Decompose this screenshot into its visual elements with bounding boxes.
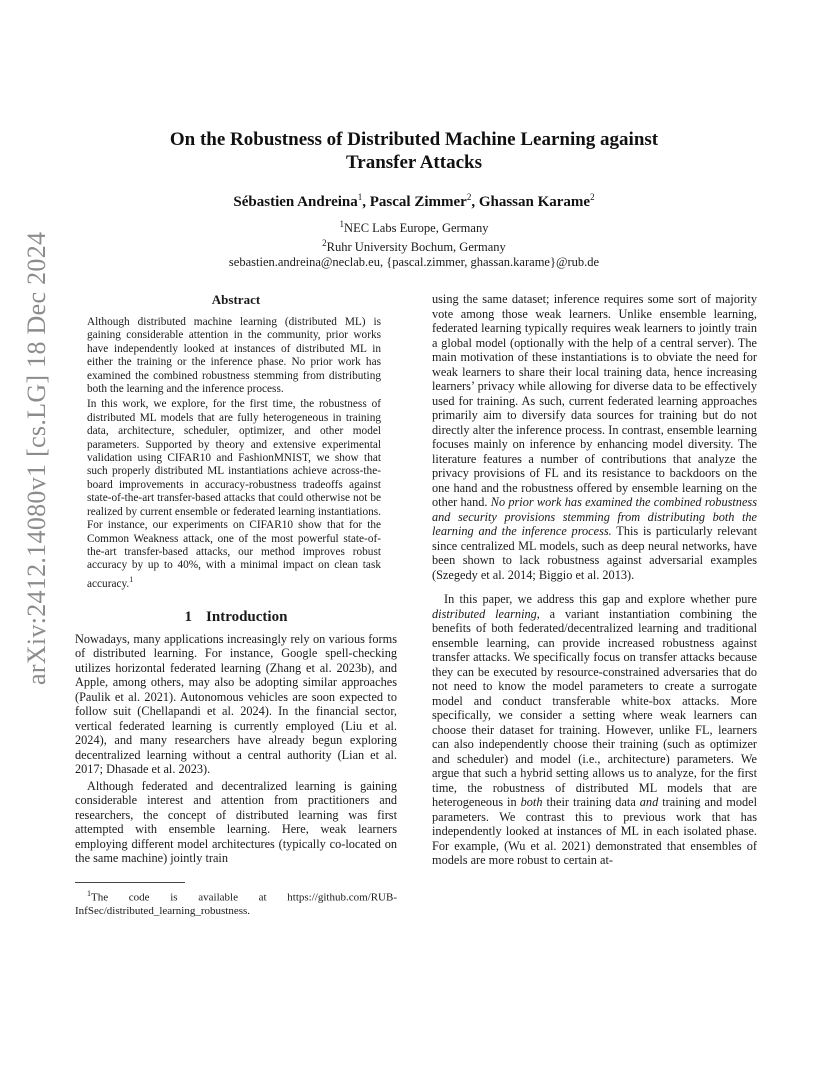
abstract-body (87, 316, 381, 591)
footnote-divider (75, 882, 185, 883)
footnote: $^1$The code is available at https://github.com/RUB-InfSec/distributed_learning_robustness. (75, 888, 397, 917)
author-list: Sébastien Andreina$^1$, Pascal Zimmer$^2$, Ghassan Karame$^2$ (233, 192, 595, 210)
author-affiliation-mark: 2 (590, 192, 595, 202)
affiliation: $^1$NEC Labs Europe, Germany (339, 219, 489, 236)
abstract-heading: Abstract (211, 292, 261, 307)
introduction-body (75, 632, 397, 866)
paper-title (0, 128, 828, 174)
left-column (75, 292, 397, 918)
author-affiliation-mark: 2 (466, 192, 472, 202)
author-affiliation-mark: 1 (357, 192, 363, 202)
affiliation: $^2$Ruhr University Bochum, Germany (322, 238, 506, 255)
body-paragraph: Nowadays, many applications increasingly rely on various forms of distributed learning. For instance, Google spell-checking utilizes horizontal federated learning (Zhang et al. 2023b), and Apple, among others, may also be adopting similar approaches (Paulik et al. 2021). Autonomous vehicles are soon expected to follow suit (Chellapandi et al. 2024). In the financial sector, vertical federated learning is currently employed (Liu et al. 2024), and many researchers have already begun exploring decentralized learning without a central authority (Lian et al. 2017; Dhasade et al. 2023). (75, 631, 397, 777)
abstract-paragraph: Although distributed machine learning (distributed ML) is gaining considerable attention in the community, prior works have independently looked at instances of distributed ML in either the training or the inference phase. No prior work has examined the combined robustness stemming from distributing both the learning and the inference process. (87, 316, 381, 396)
author-name: Ghassan Karame (478, 194, 591, 210)
title-line-2: Transfer Attacks (346, 152, 482, 173)
section-heading: 1 Introduction (184, 608, 288, 625)
footnote-reference: 1 (129, 574, 134, 584)
author-name: Sébastien Andreina (233, 194, 358, 210)
arxiv-identifier-stamp: arXiv:2412.14080v1 [cs.LG] 18 Dec 2024 (22, 231, 51, 685)
abstract-paragraph: In this work, we explore, for the first time, the robustness of distributed ML models that are fully heterogeneous in training data, architecture, scheduler, optimizer, and other model parameters. Supported by theory and extensive experimental validation using CIFAR10 and FashionMNIST, we show that such properly distributed ML instantiations achieve across-the-board improvements in accuracy-robustness tradeoffs against state-of-the-art transfer-based attacks that could otherwise not be realized by current ensemble or federated learning instantiations. For instance, our experiments on CIFAR10 show that for the Common Weakness attack, one of the most powerful state-of-the-art transfer-based attacks, our method improves robust accuracy by up to 40%, with a minimal impact on clean task accuracy.$^1$ (87, 398, 381, 590)
title-line-1: On the Robustness of Distributed Machine Learning against (169, 129, 659, 150)
body-paragraph: using the same dataset; inference requires some sort of majority vote among those weak learners. Unlike ensemble learning, federated learning typically requires weak learners to jointly train a global model (optionally with the help of a central server). The main motivation of these instantiations is to obviate the need for weak learners to share their local training data, hence increasing learners’ privacy while allowing for diverse data to be effectively used for training. As such, current federated learning approaches primarily aim to diversify data sources for training but do not directly alter the inference process. In contrast, ensemble learning focuses mainly on inference by enhancing model diversity. The literature features a number of contributions that analyze the privacy provisions of FL and its resistance to backdoors on the one hand and the robustness offered by ensemble learning on the other hand. No prior work has examined the combined robustness and security provisions stemming from distributing both the learning and the inference process. This is particularly relevant since centralized ML models, such as deep neural networks, have been shown to lack robustness against adversarial examples (Szegedy et al. 2014; Biggio et al. 2013). (432, 292, 757, 582)
body-paragraph: Although federated and decentralized learning is gaining considerable interest and attention from practitioners and researchers, the concept of distributed learning was first attempted with ensemble learning. Here, weak learners employing different model architectures (typically co-located on the same machine) jointly train (75, 778, 397, 866)
paper-header (0, 128, 828, 270)
author-emails: sebastien.andreina@neclab.eu, {pascal.zimmer, ghassan.karame}@rub.de (228, 255, 600, 270)
body-paragraph: In this paper, we address this gap and explore whether pure distributed learning, a variant instantiation combining the benefits of both federated/decentralized learning and traditional ensemble learning, can provide increased robustness against transfer attacks. We specifically focus on transfer attacks because they can be executed by resource-constrained adversaries that do not need to know the model parameters to create a surrogate model and conduct transferable white-box attacks. More specifically, we consider a setting where weak learners can choose their dataset for training. However, unlike FL, learners can also independently choose their training (such as optimizer and scheduler) and model (i.e., architecture) parameters. We argue that such a hybrid setting allows us to analyze, for the first time, the robustness of distributed ML models that are heterogeneous in both their training data and training and model parameters. We contrast this to previous work that has independently looked at instances of ML in each isolated phase. For example, (Wu et al. 2021) demonstrated that ensembles of models are more robust to certain at- (432, 592, 757, 867)
right-column (432, 292, 757, 868)
author-name: Pascal Zimmer (369, 194, 467, 210)
